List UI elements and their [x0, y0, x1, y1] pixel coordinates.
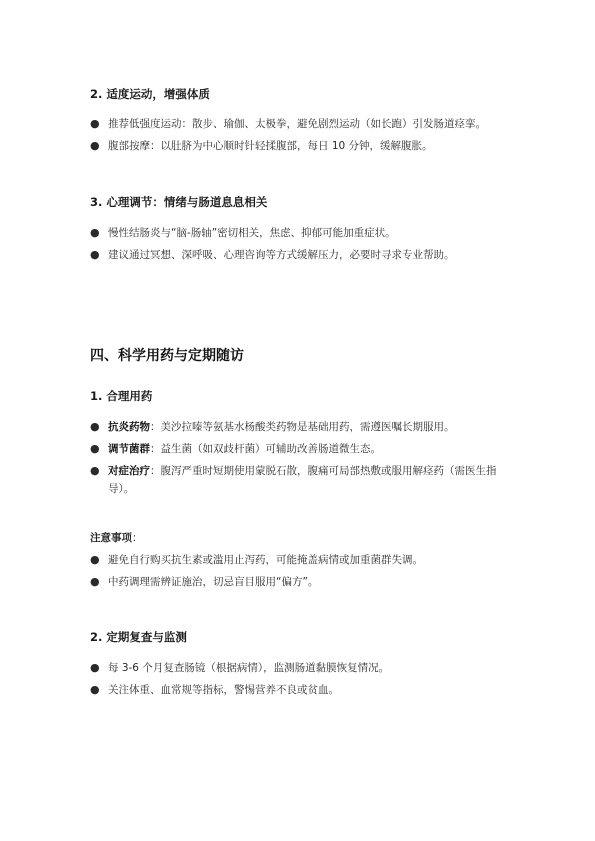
list-item	[90, 137, 510, 155]
list-item	[90, 573, 510, 591]
list-item	[90, 224, 510, 242]
list-item	[90, 115, 510, 133]
bullet-icon: ●	[90, 442, 100, 455]
list-item-text	[108, 462, 510, 498]
section-heading-followup: 2. 定期复查与监测	[90, 630, 187, 644]
list-item-text: 建议通过冥想、深呼吸、心理咨询等方式缓解压力，必要时寻求专业帮助。	[108, 249, 455, 261]
list-item-body: ：益生菌（如双歧杆菌）可辅助改善肠道微生态。	[150, 443, 381, 455]
list-item	[90, 551, 510, 569]
list-item-text	[108, 440, 510, 458]
bullet-icon: ●	[90, 661, 100, 674]
list-item	[90, 462, 510, 498]
bullet-icon: ●	[90, 683, 100, 696]
bullet-icon: ●	[90, 464, 100, 477]
list-item-text: 推荐低强度运动：散步、瑜伽、太极拳，避免剧烈运动（如长跑）引发肠道痉挛。	[108, 118, 486, 130]
list-item	[90, 440, 510, 458]
list-item-text: 腹部按摩：以肚脐为中心顺时针轻揉腹部，每日 10 分钟，缓解腹胀。	[108, 140, 433, 152]
list-item-text	[108, 418, 510, 436]
bullet-icon: ●	[90, 575, 100, 588]
bullet-icon: ●	[90, 553, 100, 566]
list-item	[90, 681, 510, 699]
notes-colon: ：	[132, 532, 143, 544]
section-heading-psychology: 3. 心理调节：情绪与肠道息息相关	[90, 195, 268, 209]
list-item-label: 对症治疗	[108, 465, 150, 477]
bullet-icon: ●	[90, 139, 100, 152]
list-item	[90, 418, 510, 436]
part-heading-medication: 四、科学用药与定期随访	[90, 348, 244, 364]
list-item-body: ：腹泻严重时短期使用蒙脱石散，腹痛可局部热敷或服用解痉药（需医生指导）。	[108, 465, 497, 495]
bullet-icon: ●	[90, 248, 100, 261]
list-item-text: 避免自行购买抗生素或滥用止泻药，可能掩盖病情或加重菌群失调。	[108, 554, 423, 566]
list-item-body: ：美沙拉嗪等氨基水杨酸类药物是基础用药，需遵医嘱长期服用。	[150, 421, 455, 433]
list-item-label: 抗炎药物	[108, 421, 150, 433]
list-item	[90, 246, 510, 264]
list-item-text: 关注体重、血常规等指标，警惕营养不良或贫血。	[108, 684, 339, 696]
notes-label: 注意事项	[90, 532, 132, 544]
bullet-icon: ●	[90, 420, 100, 433]
notes-heading	[90, 530, 143, 545]
section-heading-rational-medication: 1. 合理用药	[90, 389, 153, 403]
list-item-text: 中药调理需辨证施治，切忌盲目服用“偏方”。	[108, 576, 319, 588]
bullet-icon: ●	[90, 117, 100, 130]
list-item-text: 每 3-6 个月复查肠镜（根据病情），监测肠道黏膜恢复情况。	[108, 662, 390, 674]
list-item-label: 调节菌群	[108, 443, 150, 455]
list-item-text: 慢性结肠炎与“脑-肠轴”密切相关，焦虑、抑郁可能加重症状。	[108, 227, 396, 239]
bullet-icon: ●	[90, 226, 100, 239]
list-item	[90, 659, 510, 677]
section-heading-exercise: 2. 适度运动，增强体质	[90, 87, 210, 101]
